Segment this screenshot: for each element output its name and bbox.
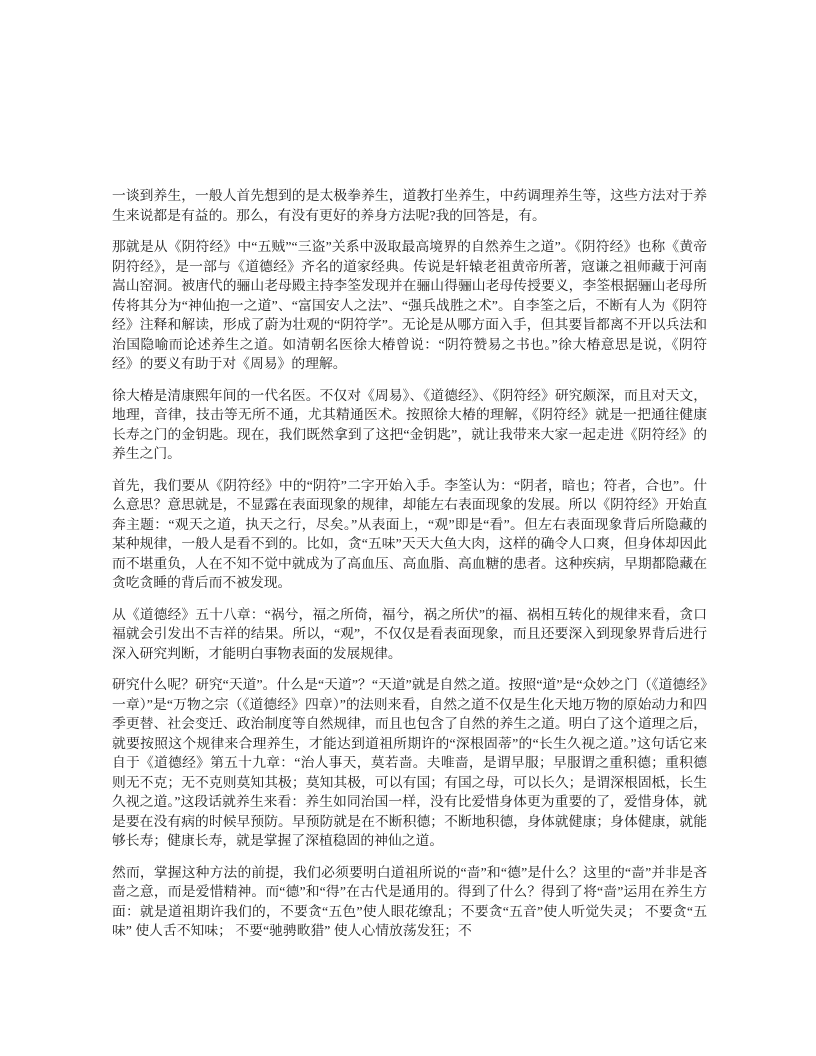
- paragraph-yinfujing-origin: 那就是从《阴符经》中“五贼”“三盗”关系中汲取最高境界的自然养生之道”。《阴符经》也称《黄帝阴符经》，是一部与《道德经》齐名的道家经典。传说是轩辕老祖黄帝所著，寇谦之祖师藏于河南嵩山窑洞。被唐代的骊山老母殿主持李筌发现并在骊山得骊山老母传授要义，李筌根据骊山老母所传将其分为“神仙抱一之道”、“富国安人之法”、“强兵战胜之术”。自李筌之后，不断有人为《阴符经》注释和解读，形成了蔚为壮观的“阴符学”。无论是从哪方面入手，但其要旨都离不开以兵法和治国隐喻而论述养生之道。如清朝名医徐大椿曾说：“阴符赞易之书也。”徐大椿意思是说，《阴符经》的要义有助于对《周易》的理解。: [112, 239, 707, 371]
- paragraph-daodejing-58: 从《道德经》五十八章：“祸兮，福之所倚，福兮，祸之所伏”的福、祸相互转化的规律来看，贪口福就会引发出不吉祥的结果。所以，“观”，不仅仅是看表面现象，而且还要深入到现象界背后进行深入研究判断，才能明白事物表面的发展规律。: [112, 606, 707, 661]
- article-body: [112, 186, 707, 941]
- paragraph-intro: 一谈到养生，一般人首先想到的是太极拳养生，道教打坐养生，中药调理养生等，这些方法对于养生来说都是有益的。那么，有没有更好的养身方法呢?我的回答是，有。: [112, 188, 707, 223]
- paragraph-yinfu-meaning: 首先，我们要从《阴符经》中的“阴符”二字开始入手。李筌认为：“阴者，暗也；符者，合也”。什么意思？意思就是，不显露在表面现象的规律，却能左右表面现象的发展。所以《阴符经》开始直奔主题：“观天之道，执天之行，尽矣。”从表面上，“观”即是“看”。但左右表面现象背后所隐藏的某种规律，一般人是看不到的。比如，贪“五味”天天大鱼大肉，这样的确令人口爽，但身体却因此而不堪重负，人在不知不觉中就成为了高血压、高血脂、高血糖的患者。这种疾病，早期都隐藏在贪吃贪睡的背后而不被发现。: [112, 477, 707, 590]
- paragraph-se-and-de: 然而，掌握这种方法的前提，我们必须要明白道祖所说的“啬”和“德”是什么？这里的“啬”并非是吝啬之意，而是爱惜精神。而“德”和“得”在古代是通用的。得到了什么？得到了将“啬”运用在养生方面：就是道祖期许我们的，不要贪“五色”使人眼花缭乱；不要贪“五音”使人听觉失灵； 不要贪“五味” 使人舌不知味； 不要“驰骋畋猎” 使人心情放荡发狂；不: [112, 864, 707, 938]
- paragraph-xudachun: 徐大椿是清康熙年间的一代名医。不仅对《周易》、《道德经》、《阴符经》研究颇深，而且对天文，地理，音律，技击等无所不通，尤其精通医术。按照徐大椿的理解，《阴符经》就是一把通往健康长寿之门的金钥匙。现在，我们既然拿到了这把“金钥匙”，就让我带来大家一起走进《阴符经》的养生之门。: [112, 387, 707, 461]
- paragraph-tiandao: 研究什么呢？研究“天道”。什么是“天道”？“天道”就是自然之道。按照“道”是“众妙之门（《道德经》一章）”是“万物之宗（《道德经》四章）”的法则来看，自然之道不仅是生化天地万物的原始动力和四季更替、社会变迁、政治制度等自然规律，而且也包含了自然的养生之道。明白了这个道理之后，就要按照这个规律来合理养生，才能达到道祖所期许的“深根固蒂”的“长生久视之道。”这句话它来自于《道德经》第五十九章：“治人事天，莫若啬。夫唯啬，是谓早服；早服谓之重积德；重积德则无不克；无不克则莫知其极；莫知其极，可以有国；有国之母，可以长久；是谓深根固柢，长生久视之道。”这段话就养生来看：养生如同治国一样，没有比爱惜身体更为重要的了，爱惜身体，就是要在没有病的时候早预防。早预防就是在不断积德；不断地积德，身体就健康；身体健康，就能够长寿；健康长寿，就是掌握了深植稳固的神仙之道。: [112, 677, 707, 848]
